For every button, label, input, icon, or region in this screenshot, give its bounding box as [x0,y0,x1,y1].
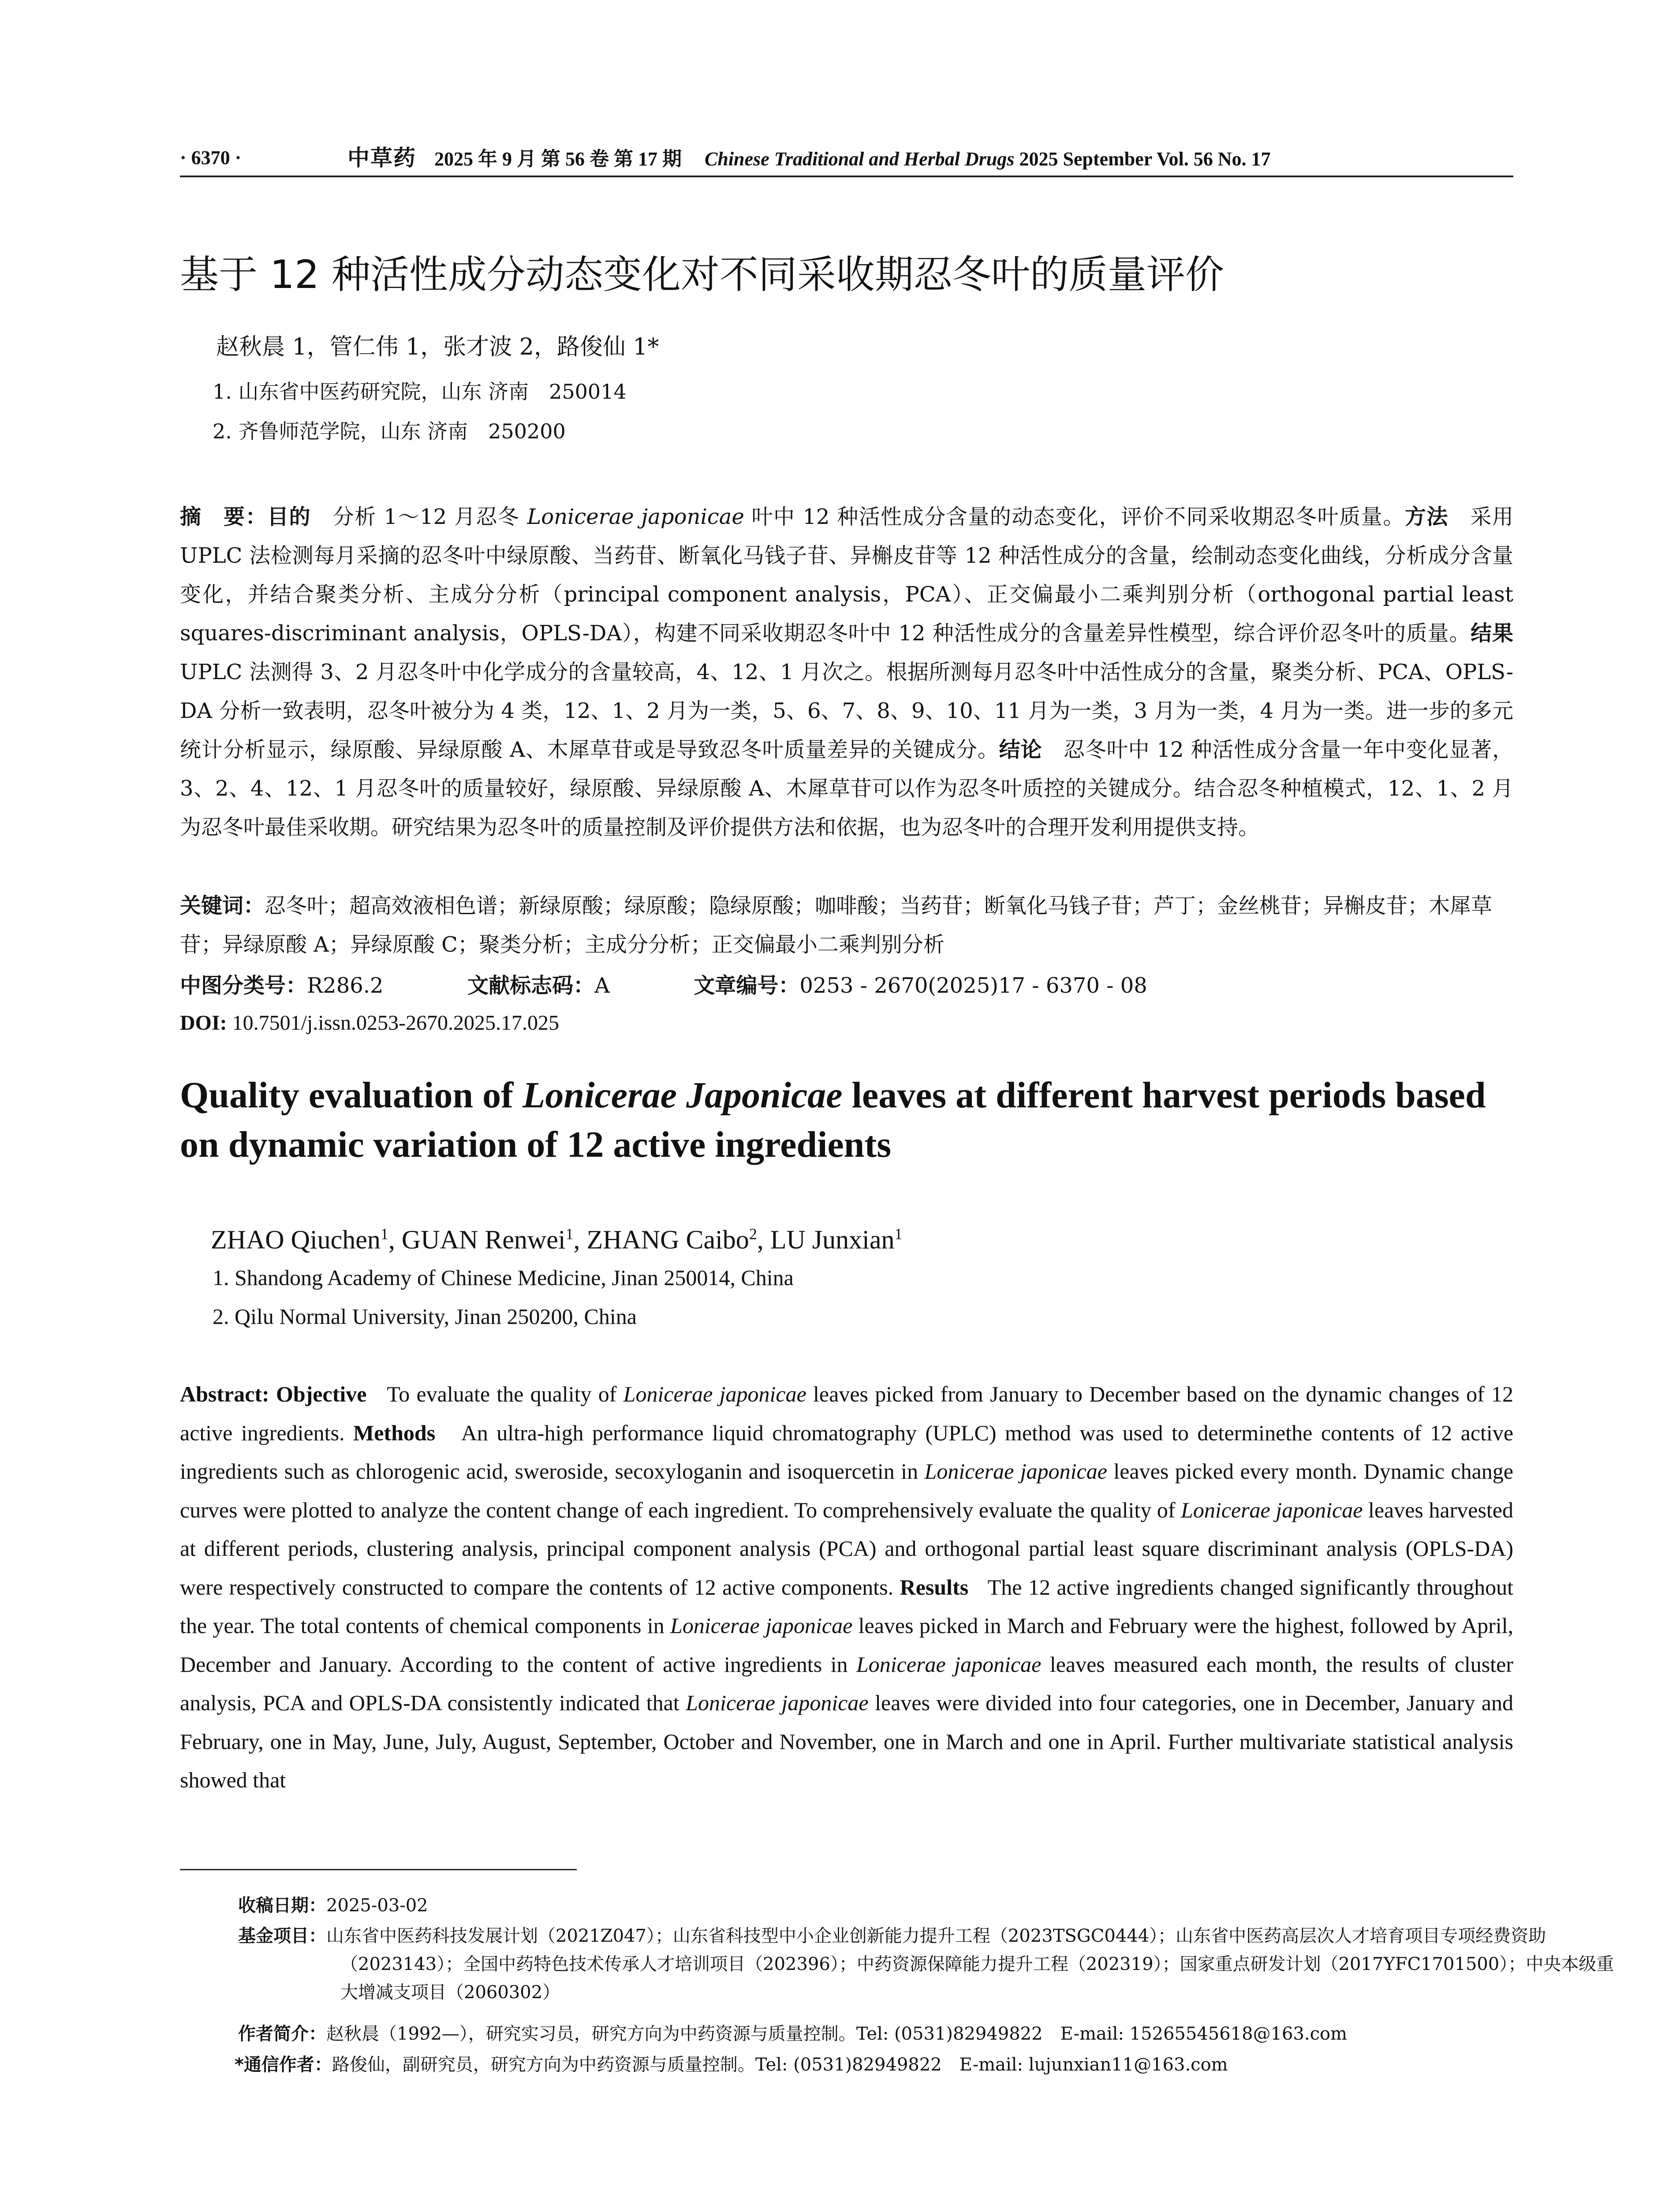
author-en-1-aff: 1 [380,1225,388,1243]
article-number-label: 文章编号： [694,973,800,998]
received-label: 收稿日期： [238,1895,326,1916]
authors-en [211,1216,902,1257]
abstract-en-text: leaves were divided into four categories, one in December, January and February, one in May, June, July, August, September, October and November, one in March and one in April. Further multivariate statistical analysis showed that [180,1690,1513,1792]
title-en-species: Lonicerae Japonicae [523,1075,843,1116]
title-en [180,1071,1513,1170]
author-bio-label: 作者简介： [238,2024,326,2044]
abstract-cn [180,497,1513,847]
species-name: Lonicerae japonicae [670,1613,853,1638]
species-name: Lonicerae japonicae [527,505,744,529]
abstract-en-label: Abstract: Objective [180,1382,367,1406]
methods-label-cn: 方法 [1404,505,1449,529]
author-en-1: ZHAO Qiuchen [211,1225,381,1254]
footnote-fund [238,1922,1619,2007]
title-en-part2: leaves at different harvest periods based on dynamic variation of 12 active ingredients [180,1075,1486,1165]
corresponding-text: 路俊仙，副研究员，研究方向为中药资源与质量控制。Tel: (0531)82949822 E-mail: lujunxian11@163.com [332,2055,1228,2075]
results-label-cn: 结果 [1471,621,1513,646]
methods-label-en: Methods [353,1420,436,1445]
abstract-en [180,1375,1513,1800]
authors-cn: 赵秋晨 1，管仁伟 1，张才波 2，路俊仙 1* [216,334,659,360]
fund-label: 基金项目： [238,1926,326,1946]
journal-issue-line [347,145,1270,172]
page-number: · 6370 · [180,147,242,168]
author-en-4: , LU Junxian [757,1225,895,1254]
results-label-en: Results [900,1574,969,1600]
species-name: Lonicerae japonicae [1181,1497,1363,1522]
author-en-2: , GUAN Renwei [388,1225,566,1254]
footnote-received [238,1892,428,1919]
affiliation-en-1: 1. Shandong Academy of Chinese Medicine, Jinan 250014, China [213,1265,794,1290]
footnote-rule [180,1869,577,1870]
affiliation-en-2: 2. Qilu Normal University, Jinan 250200, China [213,1304,637,1329]
keywords-label: 关键词： [180,893,265,918]
doi-line [180,1008,559,1039]
issue-cn: 2025 年 9 月 第 56 卷 第 17 期 [434,148,682,170]
issue-en-journal: Chinese Traditional and Herbal Drugs [705,148,1015,170]
objective-text-cn-2: 叶中 12 种活性成分含量的动态变化，评价不同采收期忍冬叶质量。 [744,505,1405,529]
clc-label: 中图分类号： [180,973,307,998]
received-date: 2025-03-02 [326,1895,428,1916]
abstract-en-text: leaves picked every month. Dynamic change curves were plotted to analyze the content change of each ingredient. To comprehensively evaluate the quality of [180,1459,1513,1522]
journal-logo: 中草药 [347,146,416,170]
running-header [180,145,1513,177]
footnote-author [238,2020,1619,2048]
corresponding-label: *通信作者： [235,2055,332,2075]
species-name: Lonicerae japonicae [856,1652,1042,1677]
doi-label: DOI: [180,1011,227,1035]
title-cn: 基于 12 种活性成分动态变化对不同采收期忍冬叶的质量评价 [180,252,1224,297]
title-en-part1: Quality evaluation of [180,1075,523,1116]
affiliation-cn-2: 2. 齐鲁师范学院，山东 济南 250200 [213,419,566,443]
abstract-en-text: leaves picked in March and February were the highest, followed by April, December and January. According to the content of active ingredients in [180,1613,1514,1677]
abstract-en-text: leaves harvested at different periods, clustering analysis, principal component analysis (PCA) and orthogonal partial least square discriminant analysis (OPLS-DA) were respectively constructed to compare the contents of 12 active components. [180,1497,1513,1600]
abstract-en-text: To evaluate the quality of [387,1382,623,1406]
keywords-text: 忍冬叶；超高效液相色谱；新绿原酸；绿原酸；隐绿原酸；咖啡酸；当药苷；断氧化马钱子苷；芦丁；金丝桃苷；异槲皮苷；木犀草苷；异绿原酸 A；异绿原酸 C；聚类分析；主成分分析；正交偏最小二乘判别分析 [180,893,1493,957]
species-name: Lonicerae japonicae [686,1690,869,1715]
abstract-en-text: leaves measured each month, the results of cluster analysis, PCA and OPLS-DA consistently indicated that [180,1652,1514,1715]
clc-value: R286.2 [307,973,384,998]
results-text-cn: UPLC 法测得 3、2 月忍冬叶中化学成分的含量较高，4、12、1 月次之。根据所测每月忍冬叶中活性成分的含量，聚类分析、PCA、OPLS-DA 分析一致表明，忍冬叶被分为 4 类，12、1、2 月为一类，5、6、7、8、9、10、11 月为一类，3 月为一类，4 月为一类。进一步的多元统计分析显示，绿原酸、异绿原酸 A、木犀草苷或是导致忍冬叶质量差异的关键成分。 [180,660,1513,762]
abstract-en-text: leaves picked from January to December based on the dynamic changes of 12 active ingredients. [180,1382,1514,1445]
author-en-4-aff: 1 [894,1225,903,1243]
abstract-en-text: An ultra-high performance liquid chromatography (UPLC) method was used to determinethe contents of 12 active ingredients such as chlorogenic acid, sweroside, secoxyloganin and isoquercetin in [180,1420,1514,1484]
abstract-en-text: The 12 active ingredients changed significantly throughout the year. The total contents of chemical components in [180,1574,1513,1638]
author-bio-text: 赵秋晨（1992—），研究实习员，研究方向为中药资源与质量控制。Tel: (0531)82949822 E-mail: 15265545618@163.com [326,2024,1348,2044]
author-en-2-aff: 1 [565,1225,574,1243]
species-name: Lonicerae japonicae [623,1382,806,1406]
objective-text-cn: 分析 1～12 月忍冬 [332,505,527,529]
issue-en-rest: 2025 September Vol. 56 No. 17 [1019,148,1271,170]
objective-label-cn: 目的 [267,505,311,529]
classification-line [180,970,1147,1001]
affiliation-cn-1: 1. 山东省中医药研究院，山东 济南 250014 [213,380,627,404]
doc-code-label: 文献标志码： [467,973,595,998]
conclusion-label-cn: 结论 [999,737,1042,762]
fund-text: 山东省中医药科技发展计划（2021Z047）；山东省科技型中小企业创新能力提升工程（2023TSGC0444）；山东省中医药高层次人才培育项目专项经费资助（2023143）；全国中药特色技术传承人才培训项目（202396）；中药资源保障能力提升工程（202319）；国家重点研发计划（2017YFC1701500）；中央本级重大增减支项目（2060302） [326,1926,1614,2003]
doc-code-value: A [594,973,610,998]
article-number-value: 0253 - 2670(2025)17 - 6370 - 08 [799,973,1147,998]
footnote-corresponding [235,2051,1513,2079]
author-en-3: , ZHANG Caibo [573,1225,749,1254]
abstract-cn-label: 摘 要： [180,505,268,529]
author-en-3-aff: 2 [749,1225,757,1243]
species-name: Lonicerae japonicae [924,1459,1107,1484]
methods-text-cn: 采用 UPLC 法检测每月采摘的忍冬叶中绿原酸、当药苷、断氧化马钱子苷、异槲皮苷等 12 种活性成分的含量，绘制动态变化曲线，分析成分含量变化，并结合聚类分析、主成分分析（principal component analysis，PCA）、正交偏最小二乘判别分析（orthogonal partial least squares-discriminant analysis，OPLS-DA），构建不同采收期忍冬叶中 12 种活性成分的含量差异性模型，综合评价忍冬叶的质量。 [180,505,1513,646]
keywords-cn [180,886,1513,964]
doi-value: 10.7501/j.issn.0253-2670.2025.17.025 [232,1011,560,1035]
conclusion-text-cn: 忍冬叶中 12 种活性成分含量一年中变化显著，3、2、4、12、1 月忍冬叶的质量较好，绿原酸、异绿原酸 A、木犀草苷可以作为忍冬叶质控的关键成分。结合忍冬种植模式，12、1、2 月为忍冬叶最佳采收期。研究结果为忍冬叶的质量控制及评价提供方法和依据，也为忍冬叶的合理开发利用提供支持。 [180,737,1513,840]
